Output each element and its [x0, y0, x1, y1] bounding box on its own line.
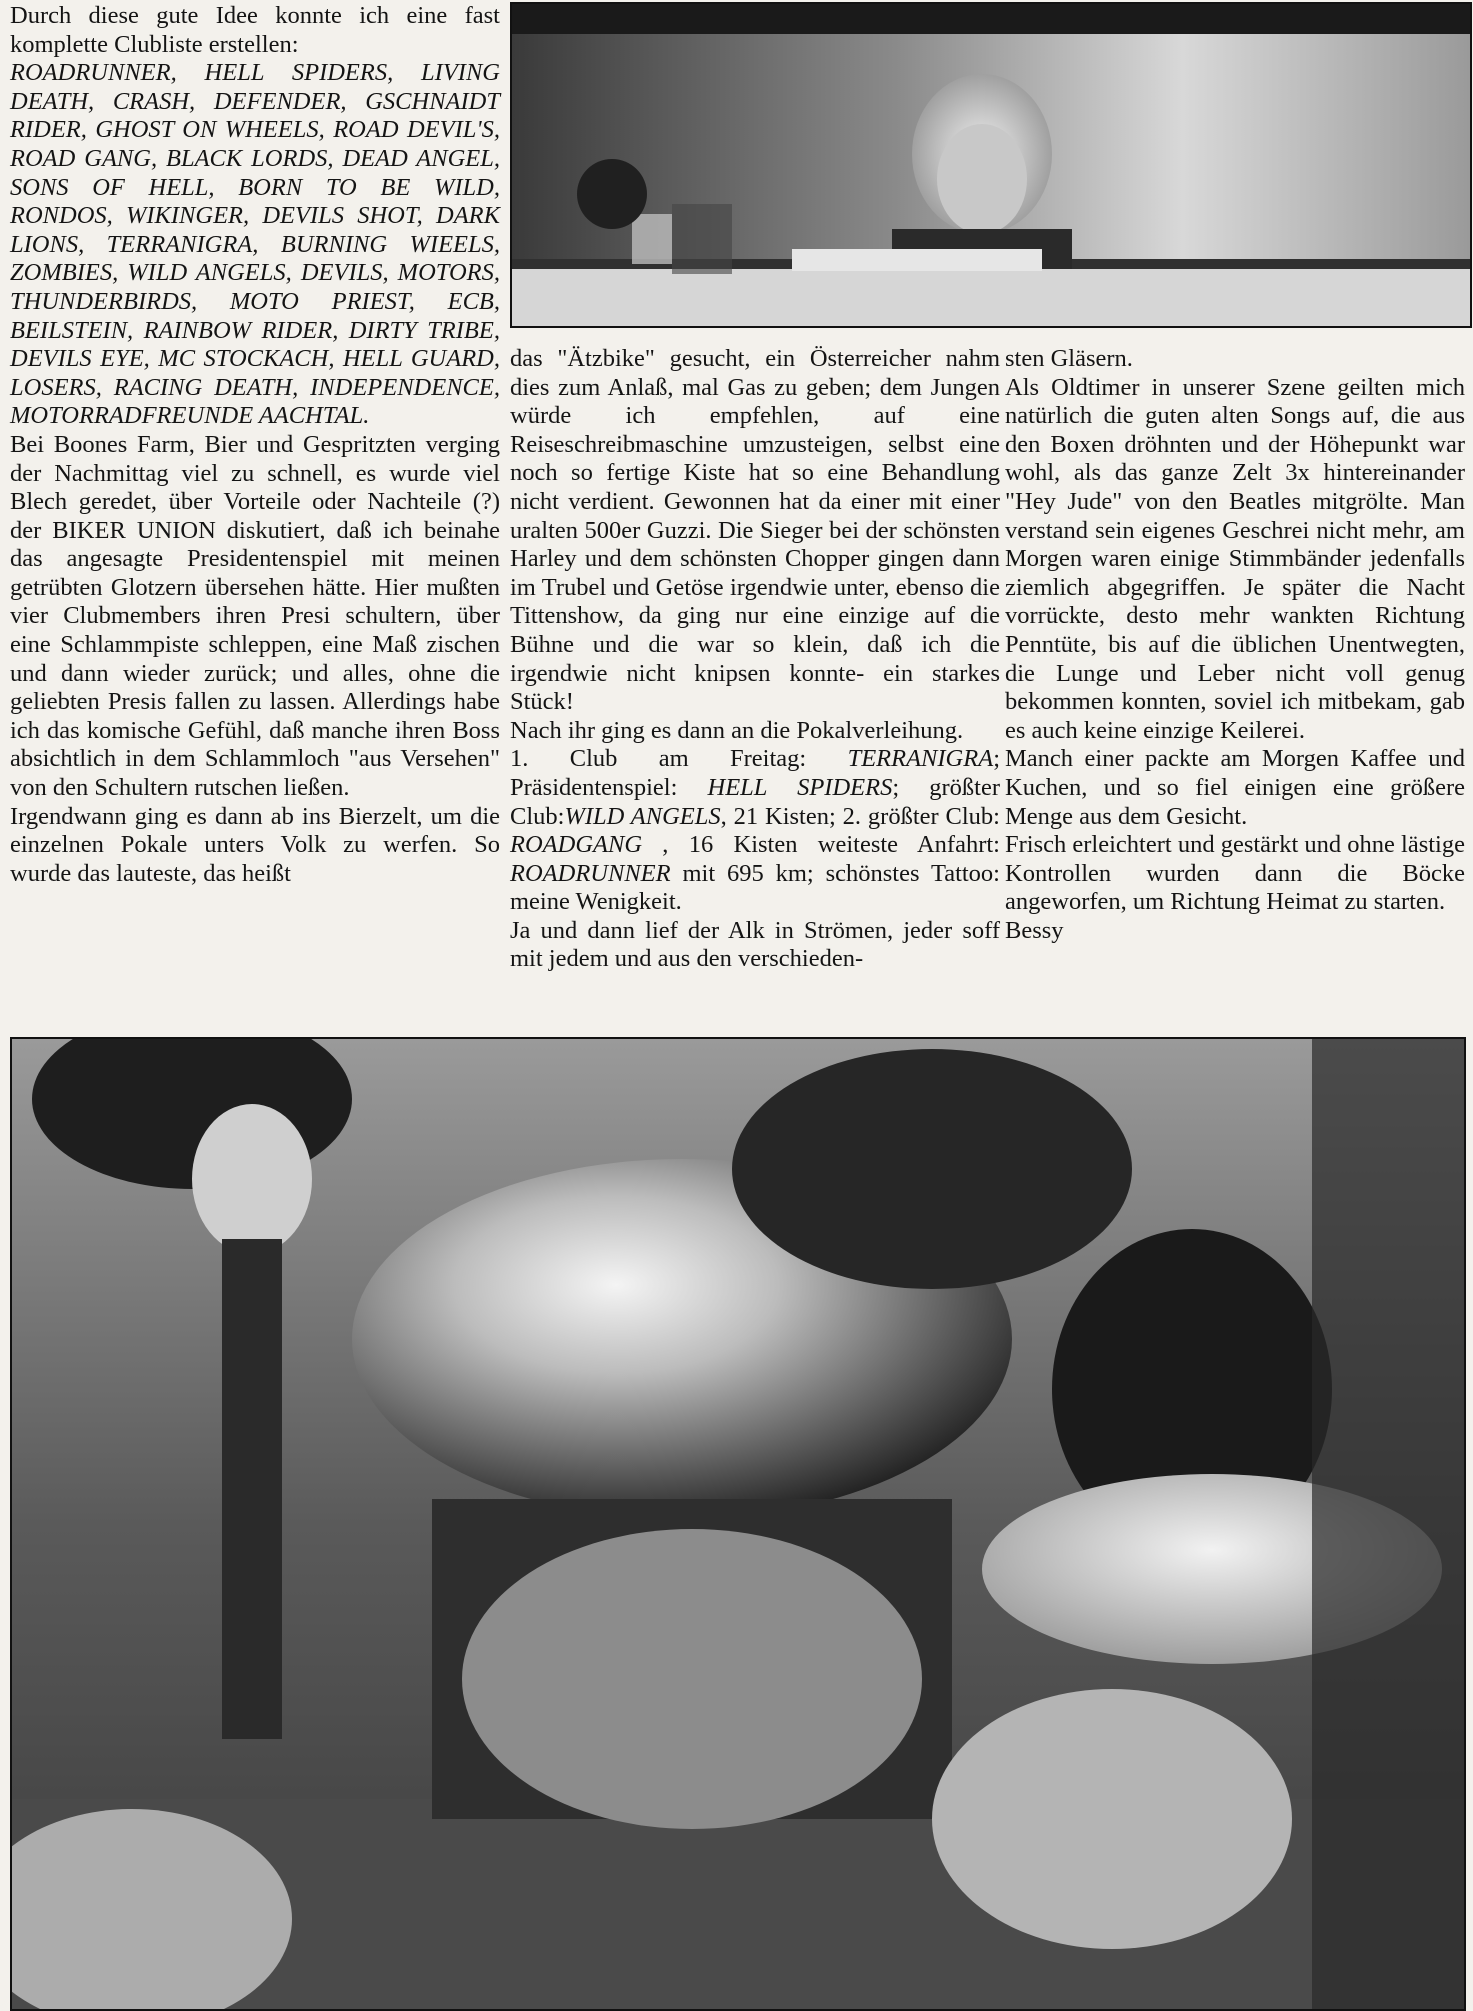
awards-list	[510, 745, 1000, 917]
article-column-2	[510, 345, 1000, 974]
award-suffix: ; größter Club:	[510, 773, 1000, 830]
photo-motorcycle	[10, 1037, 1466, 2011]
body-paragraph: Bei Boones Farm, Bier und Gespritzten verging der Nachmittag viel zu schnell, es wurde viel Blech geredet, über Vorteile oder Nachteile (?) der BIKER UNION diskutiert, daß ich beinahe das angesagte Presidentenspiel mit meinen getrübten Glotzern übersehen hätte. Hier mußten vier Clubmembers ihren Presi schultern, über eine Schlammpiste schleppen, eine Maß zischen und dann wieder zurück; und alles, ohne die geliebten Presis fallen zu lassen. Allerdings habe ich das komische Gefühl, daß manche ihren Boss absichtlich in dem Schlammloch "aus Versehen" von den Schultern rutschen ließen.	[10, 430, 500, 802]
body-paragraph: Ja und dann lief der Alk in Strömen, jeder soff mit jedem und aus den verschieden-	[510, 916, 1000, 973]
body-paragraph: Frisch erleichtert und gestärkt und ohne lästige Kontrollen wurden dann die Böcke angeworfen, um Richtung Heimat zu starten.	[1005, 831, 1465, 916]
award-suffix: ;	[993, 745, 1000, 773]
body-paragraph: Irgendwann ging es dann ab ins Bierzelt, um die einzelnen Pokale unters Volk zu werfen. So wurde das lauteste, das heißt	[10, 802, 500, 887]
award-winner: HELL SPIDERS	[707, 773, 893, 801]
award-suffix: mit 695 km; schönstes Tattoo: meine Wenigkeit.	[510, 859, 1000, 916]
club-list: ROADRUNNER, HELL SPIDERS, LIVING DEATH, CRASH, DEFENDER, GSCHNAIDT RIDER, GHOST ON WHEELS, ROAD DEVIL'S, ROAD GANG, BLACK LORDS, DEAD ANGEL, SONS OF HELL, BORN TO BE WILD, RONDOS, WIKINGER, DEVILS SHOT, DARK LIONS, TERRANIGRA, BURNING WIEELS, ZOMBIES, WILD ANGELS, DEVILS, MOTORS, THUNDERBIRDS, MOTO PRIEST, ECB, BEILSTEIN, RAINBOW RIDER, DIRTY TRIBE, DEVILS EYE, MC STOCKACH, HELL GUARD, LOSERS, RACING DEATH, INDEPENDENCE, MOTORRADFREUNDE AACHTAL.	[10, 59, 500, 430]
photo-motorcycle-image	[12, 1039, 1464, 2009]
award-winner: WILD ANGELS	[564, 802, 721, 830]
author-signature: Bessy	[1005, 916, 1064, 944]
body-paragraph: Manch einer packte am Morgen Kaffee und Kuchen, und so fiel einigen eine größere Menge aus dem Gesicht.	[1005, 745, 1465, 830]
article-column-3	[1005, 345, 1465, 945]
award-label: Präsidentenspiel:	[510, 773, 708, 801]
photo-woman-at-bar-image	[512, 4, 1470, 326]
body-paragraph: Nach ihr ging es dann an die Pokalverleihung.	[510, 716, 964, 744]
photo-woman-at-bar	[510, 2, 1472, 328]
award-suffix: , 21 Kisten; 2. größter Club:	[720, 802, 1000, 830]
article-column-1	[10, 2, 500, 888]
award-winner: ROADGANG	[510, 831, 643, 859]
award-suffix: , 16 Kisten weiteste Anfahrt:	[642, 831, 1000, 859]
intro-paragraph: Durch diese gute Idee konnte ich eine fast komplette Clubliste erstellen:	[10, 2, 500, 58]
award-winner: ROADRUNNER	[510, 859, 671, 887]
body-paragraph: das "Ätzbike" gesucht, ein Österreicher nahm dies zum Anlaß, mal Gas zu geben; dem Jungen würde ich empfehlen, auf eine Reiseschreibmaschine umzusteigen, selbst eine noch so fertige Kiste hat so eine Behandlung nicht verdient. Gewonnen hat da einer mit einer uralten 500er Guzzi. Die Sieger bei der schönsten Harley und dem schönsten Chopper gingen dann im Trubel und Getöse irgendwie unter, ebenso die Tittenshow, da ging nur eine einzige auf die Bühne und die war so klein, daß ich die irgendwie nicht knipsen konnte- ein starkes Stück!	[510, 345, 1000, 716]
award-winner: TERRANIGRA	[847, 745, 994, 773]
body-paragraph: Als Oldtimer in unserer Szene geilten mich natürlich die guten alten Songs auf, die aus den Boxen dröhnten und der Höhepunkt war wohl, als das ganze Zelt 3x hintereinander "Hey Jude" von den Beatles mitgrölte. Man verstand sein eigenes Geschrei nicht mehr, am Morgen waren einige Stimmbänder jedenfalls ziemlich abgegriffen. Je später die Nacht vorrückte, desto mehr wankten Richtung Penntüte, bis auf die üblichen Unentwegten, die Lunge und Leber nicht voll genug bekommen konnten, soviel ich mitbekam, gab es auch keine einzige Keilerei.	[1005, 373, 1465, 744]
award-label: 1. Club am Freitag:	[510, 745, 848, 773]
body-paragraph: sten Gläsern.	[1005, 345, 1133, 372]
